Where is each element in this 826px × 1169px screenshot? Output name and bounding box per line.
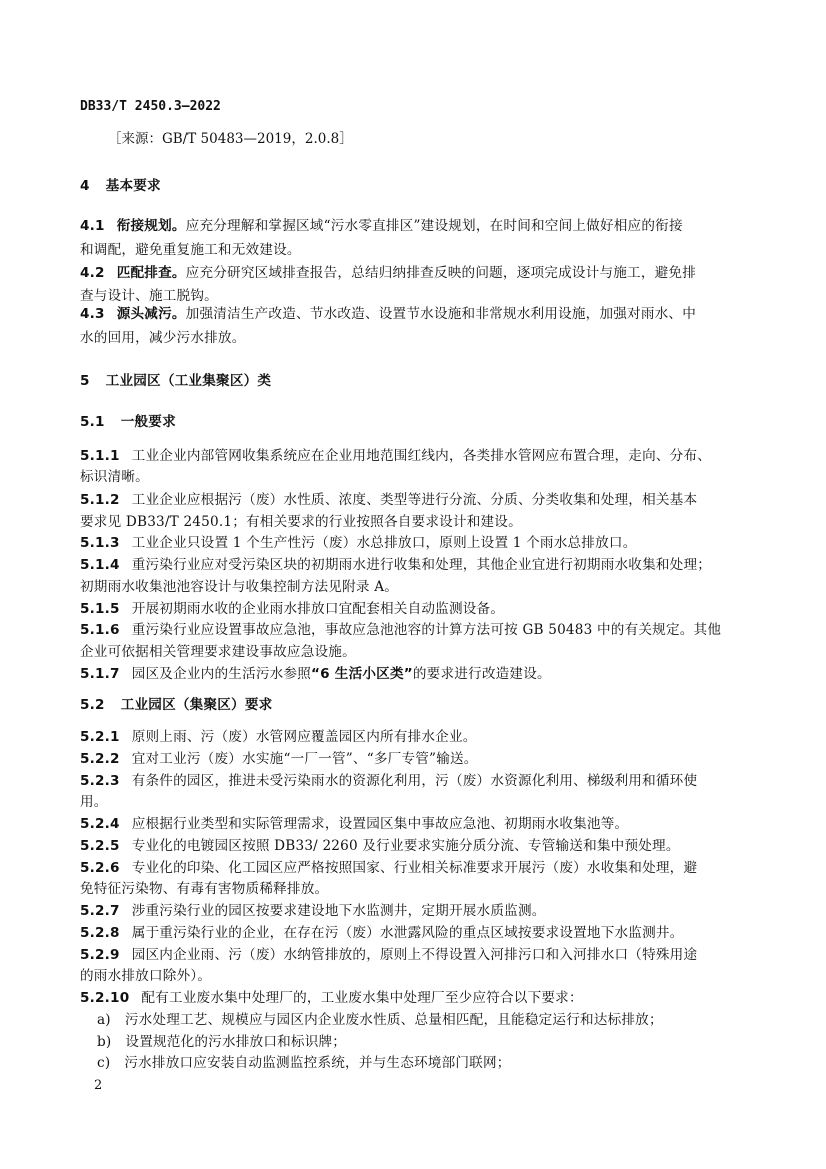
clause-text: 专业化的印染、化工园区应严格按照国家、行业相关标准要求开展污（废）水收集和处理，避: [131, 860, 698, 876]
clause-number: 5.2.4: [80, 816, 120, 832]
list-text: 污水排放口应安装自动监测监控系统，并与生态环境部门联网；: [124, 1055, 511, 1071]
section-number: 5.2: [80, 697, 105, 713]
clause-number: 5.2.2: [80, 751, 120, 767]
clause-text: 园区内企业雨、污（废）水纳管排放的，原则上不得设置入河排污口和入河排水口（特殊用途: [131, 947, 698, 963]
clause-keyword: 源头减污。: [116, 306, 186, 322]
clause-text: 开展初期雨水收的企业雨水排放口宜配套相关自动监测设备。: [131, 601, 505, 617]
clause-5-1-3: [80, 531, 637, 551]
clause-5-1-4-cont: 初期雨水收集池池容设计与收集控制方法见附录 A。: [80, 579, 398, 595]
clause-number: 5.2.9: [80, 947, 120, 963]
list-text: 设置规范化的污水排放口和标识牌；: [125, 1034, 347, 1050]
clause-5-2-3-cont: 用。: [80, 794, 108, 810]
clause-text: 加强清洁生产改造、节水改造、设置节水设施和非常规水利用设施，加强对雨水、中: [185, 306, 697, 322]
section-number: 4: [80, 178, 90, 194]
clause-text: 应充分研究区域排查报告，总结归纳排查反映的问题，逐项完成设计与施工，避免排: [185, 265, 697, 281]
clause-text: 工业企业应根据污（废）水性质、浓度、类型等进行分流、分质、分类收集和处理，相关基本: [131, 492, 698, 508]
subsection-5-1-heading: [80, 410, 176, 430]
clause-number: 5.1.6: [80, 622, 120, 638]
clause-4-2: [80, 261, 696, 281]
clause-5-2-1: [80, 725, 477, 745]
clause-text: 园区及企业内的生活污水参照: [131, 666, 312, 682]
clause-5-2-6-cont: 免特征污染物、有毒有害物质稀释排放。: [80, 881, 329, 897]
cross-reference: “6 生活小区类”: [311, 666, 413, 682]
clause-5-2-3: [80, 769, 697, 789]
clause-5-2-9: [80, 943, 697, 963]
clause-text: 工业企业只设置 1 个生产性污（废）水总排放口，原则上设置 1 个雨水总排放口。: [131, 535, 637, 551]
clause-text: 配有工业废水集中处理厂的，工业废水集中处理厂至少应符合以下要求：: [141, 990, 583, 1006]
clause-text: 重污染行业应对受污染区块的初期雨水进行收集和处理，其他企业宜进行初期雨水收集和处理；: [131, 557, 712, 573]
clause-5-1-1: [80, 444, 711, 464]
clause-text: 的要求进行改造建设。: [412, 666, 551, 682]
section-title: 一般要求: [120, 414, 176, 430]
clause-number: 5.1.7: [80, 666, 120, 682]
clause-4-2-cont: 查与设计、施工脱钩。: [80, 288, 218, 304]
list-item-a: [97, 1008, 663, 1028]
clause-text: 应根据行业类型和实际管理需求，设置园区集中事故应急池、初期雨水收集池等。: [131, 816, 629, 832]
clause-text: 工业企业内部管网收集系统应在企业用地范围红线内，各类排水管网应布置合理，走向、分布、: [131, 448, 712, 464]
clause-5-1-2-cont: 要求见 DB33/T 2450.1；有相关要求的行业按照各自要求设计和建设。: [80, 514, 522, 530]
clause-text: 应充分理解和掌握区域“污水零直排区”建设规划，在时间和空间上做好相应的衔接: [185, 218, 683, 234]
clause-number: 5.2.1: [80, 729, 120, 745]
list-text: 污水处理工艺、规模应与园区内企业废水性质、总量相匹配，且能稳定运行和达标排放；: [124, 1012, 663, 1028]
clause-number: 4.3: [80, 306, 105, 322]
list-item-b: [97, 1030, 346, 1050]
clause-5-2-5: [80, 834, 680, 854]
clause-4-1-cont: 和调配，避免重复施工和无效建设。: [80, 242, 301, 258]
clause-4-3: [80, 302, 696, 322]
section-title: 工业园区（工业集聚区）类: [105, 373, 272, 389]
clause-number: 5.1.1: [80, 448, 120, 464]
clause-5-2-10: [80, 986, 583, 1006]
clause-number: 5.1.4: [80, 557, 120, 573]
clause-5-2-9-cont: 的雨水排放口除外）。: [80, 968, 212, 984]
clause-5-2-2: [80, 747, 478, 767]
clause-4-3-cont: 水的回用，减少污水排放。: [80, 330, 246, 346]
clause-5-2-6: [80, 856, 697, 876]
clause-5-1-4: [80, 553, 711, 573]
section-5-heading: [80, 369, 271, 389]
clause-number: 5.2.3: [80, 773, 120, 789]
list-item-c: [97, 1051, 511, 1071]
clause-number: 4.1: [80, 218, 105, 234]
section-number: 5.1: [80, 414, 105, 430]
section-number: 5: [80, 373, 90, 389]
clause-5-1-6: [80, 618, 721, 638]
list-label: c): [97, 1055, 111, 1071]
clause-number: 5.2.6: [80, 860, 120, 876]
clause-text: 属于重污染行业的企业，在存在污（废）水泄露风险的重点区域按要求设置地下水监测井。: [131, 925, 684, 941]
clause-text: 专业化的电镀园区按照 DB33/ 2260 及行业要求实施分质分流、专管输送和集中预处理。: [131, 838, 680, 854]
clause-keyword: 衔接规划。: [116, 218, 186, 234]
clause-number: 5.1.5: [80, 601, 120, 617]
clause-5-1-5: [80, 597, 504, 617]
clause-text: 重污染行业应设置事故应急池，事故应急池池容的计算方法可按 GB 50483 中的有关规定。其他: [131, 622, 722, 638]
clause-number: 5.2.7: [80, 903, 120, 919]
clause-4-1: [80, 214, 683, 234]
section-4-heading: [80, 174, 161, 194]
clause-text: 涉重污染行业的园区按要求建设地下水监测井，定期开展水质监测。: [131, 903, 546, 919]
list-label: b): [97, 1034, 112, 1050]
clause-text: 有条件的园区，推进未受污染雨水的资源化利用，污（废）水资源化利用、梯级利用和循环使: [131, 773, 698, 789]
clause-5-1-6-cont: 企业可依据相关管理要求建设事故应急设施。: [80, 644, 356, 660]
clause-text: 原则上雨、污（废）水管网应覆盖园区内所有排水企业。: [131, 729, 477, 745]
clause-number: 5.2.8: [80, 925, 120, 941]
clause-keyword: 匹配排查。: [116, 265, 186, 281]
clause-5-1-1-cont: 标识清晰。: [80, 469, 149, 485]
clause-5-2-7: [80, 899, 546, 919]
clause-number: 4.2: [80, 265, 105, 281]
clause-5-2-4: [80, 812, 628, 832]
page-number: 2: [94, 1078, 103, 1093]
clause-text: 宜对工业污（废）水实施“一厂一管”、“多厂专管”输送。: [131, 751, 478, 767]
clause-number: 5.1.2: [80, 492, 120, 508]
standard-code: DB33/T 2450.3—2022: [80, 99, 221, 114]
clause-number: 5.2.10: [80, 990, 130, 1006]
section-title: 工业园区（集聚区）要求: [120, 697, 273, 713]
clause-number: 5.1.3: [80, 535, 120, 551]
clause-5-2-8: [80, 921, 683, 941]
source-note: ［来源：GB/T 50483—2019，2.0.8］: [108, 131, 353, 147]
clause-5-1-7: [80, 662, 551, 682]
clause-5-1-2: [80, 488, 697, 508]
clause-number: 5.2.5: [80, 838, 120, 854]
subsection-5-2-heading: [80, 693, 272, 713]
section-title: 基本要求: [105, 178, 161, 194]
list-label: a): [97, 1012, 111, 1028]
